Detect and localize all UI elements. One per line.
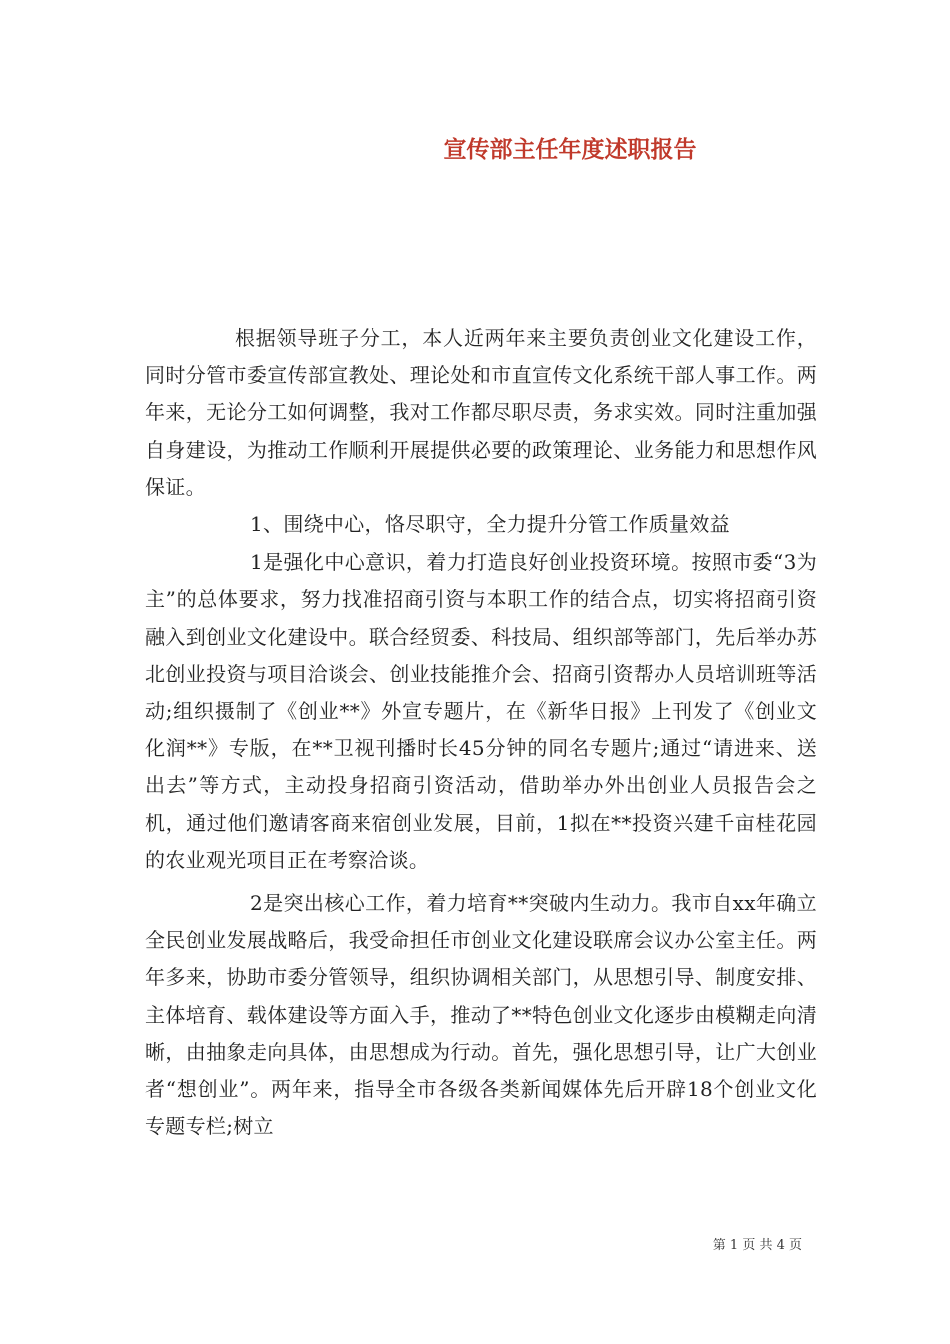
- section-heading-1: 1、围绕中心，恪尽职守，全力提升分管工作质量效益: [250, 512, 730, 537]
- paragraph-point-2: 2是突出核心工作，着力培育**突破内生动力。我市自xx年确立全民创业发展战略后，我受命担任市创业文化建设联席会议办公室主任。两年多来，协助市委分管领导，组织协调相关部门，从思想引导、制度安排、主体培育、载体建设等方面入手，推动了**特色创业文化逐步由模糊走向清晰，由抽象走向具体，由思想成为行动。首先，强化思想引导，让广大创业者“想创业”。两年来，指导全市各级各类新闻媒体先后开辟18个创业文化专题专栏;树立: [145, 891, 817, 1139]
- document-body: [145, 320, 817, 1145]
- page-number: 第 1 页 共 4 页: [712, 1238, 802, 1253]
- document-title: 宣传部主任年度述职报告: [443, 136, 697, 163]
- paragraph-point-1: 1是强化中心意识，着力打造良好创业投资环境。按照市委“3为主”的总体要求，努力找准招商引资与本职工作的结合点，切实将招商引资融入到创业文化建设中。联合经贸委、科技局、组织部等部门，先后举办苏北创业投资与项目洽谈会、创业技能推介会、招商引资帮办人员培训班等活动;组织摄制了《创业**》外宣专题片，在《新华日报》上刊发了《创业文化润**》专版，在**卫视刊播时长45分钟的同名专题片;通过“请进来、送出去”等方式，主动投身招商引资活动，借助举办外出创业人员报告会之机，通过他们邀请客商来宿创业发展，目前，1拟在**投资兴建千亩桂花园的农业观光项目正在考察洽谈。: [145, 550, 817, 872]
- paragraph-intro: 根据领导班子分工，本人近两年来主要负责创业文化建设工作，同时分管市委宣传部宣教处、理论处和市直宣传文化系统干部人事工作。两年来，无论分工如何调整，我对工作都尽职尽责，务求实效。同时注重加强自身建设，为推动工作顺利开展提供必要的政策理论、业务能力和思想作风保证。: [145, 326, 817, 499]
